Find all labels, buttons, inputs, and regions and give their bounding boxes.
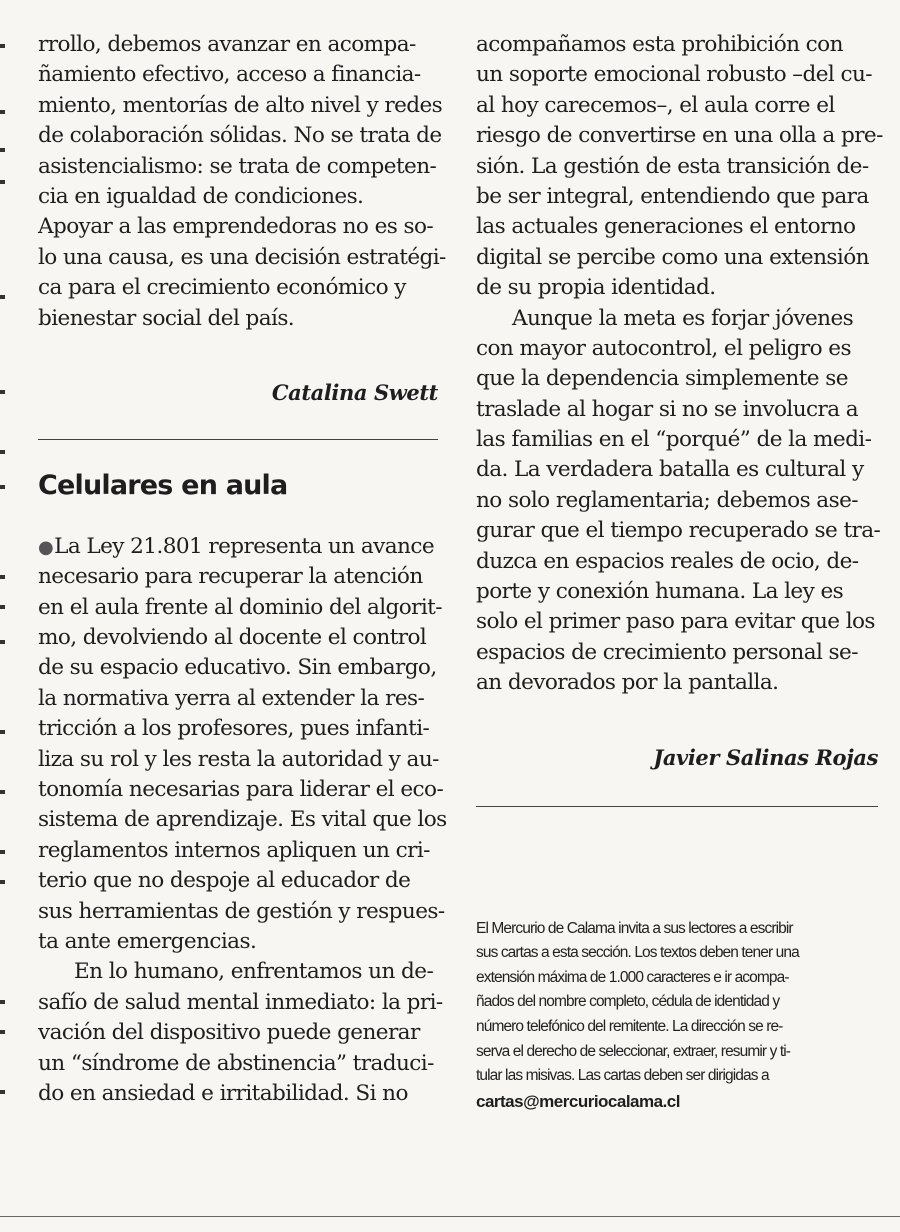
text-line: sistema de aprendizaje. Es vital que los [38, 807, 447, 833]
text-line: En lo humano, enfrentamos un de- [74, 959, 434, 985]
section-divider [476, 806, 878, 807]
text-line: las familias en el “porqué” de la medi- [476, 427, 872, 453]
text-line: vación del dispositivo puede generar [38, 1020, 420, 1046]
note-line: serva el derecho de seleccionar, extraer, resumir y ti- [476, 1042, 791, 1060]
text-line: las actuales generaciones el entorno [476, 214, 856, 240]
text-line: sión. La gestión de esta transición de- [476, 153, 869, 179]
text-line: ñamiento efectivo, acceso a financia- [38, 62, 421, 88]
text-line: ta ante emergencias. [38, 928, 257, 954]
text-line: de su espacio educativo. Sin embargo, [38, 655, 437, 681]
text-line: terio que no despoje al educador de [38, 868, 411, 894]
text-line: tricción a los profesores, pues infanti- [38, 716, 430, 742]
text-line: porte y conexión humana. La ley es [476, 579, 844, 605]
text-line: rrollo, debemos avanzar en acompa- [38, 32, 416, 57]
cropped-column-edge [0, 30, 8, 1130]
text-line: mo, devolviendo al docente el control [38, 625, 427, 651]
text-line: riesgo de convertirse en una olla a pre- [476, 123, 883, 149]
text-line: asistencialismo: se trata de competen- [38, 153, 437, 179]
text-line: bienestar social del país. [38, 305, 295, 331]
section-heading: Celulares en aula [38, 469, 288, 501]
note-line: El Mercurio de Calama invita a sus lectores a escribir [476, 919, 793, 937]
text-line: safío de salud mental inmediato: la pri- [38, 989, 443, 1015]
note-line: sus cartas a esta sección. Los textos deben tener una [476, 944, 799, 962]
text-line: duzca en espacios reales de ocio, de- [476, 548, 859, 574]
text-line: de colaboración sólidas. No se trata de [38, 123, 442, 149]
text-line: un soporte emocional robusto –del cu- [476, 62, 872, 88]
text-line: en el aula frente al dominio del algorit- [38, 594, 442, 620]
left-column [38, 30, 447, 1109]
text-line: tonomía necesarias para liderar el eco- [38, 777, 444, 803]
text-line: do en ansiedad e irritabilidad. Si no [38, 1080, 408, 1106]
text-line: solo el primer paso para evitar que los [476, 609, 875, 635]
text-line: sus herramientas de gestión y respues- [38, 898, 445, 924]
text-line: Apoyar a las emprendedoras no es so- [38, 214, 434, 240]
note-line: tular las misivas. Las cartas deben ser dirigidas a [476, 1067, 769, 1085]
text-line: con mayor autocontrol, el peligro es [476, 335, 851, 361]
note-line: número telefónico del remitente. La dirección se re- [476, 1017, 783, 1035]
letter-2-body [38, 532, 447, 1109]
text-line: La Ley 21.801 representa un avance [54, 533, 435, 559]
text-line: miento, mentorías de alto nivel y redes [38, 92, 443, 118]
text-line: liza su rol y les resta la autoridad y au- [38, 746, 439, 772]
section-divider [38, 439, 438, 440]
note-line: extensión máxima de 1.000 caracteres e ir acompa- [476, 968, 789, 986]
text-line: no solo reglamentaria; debemos ase- [476, 487, 858, 513]
text-line: que la dependencia simplemente se [476, 366, 848, 392]
letter-1-body [38, 30, 446, 334]
text-line: un “síndrome de abstinencia” traduci- [38, 1050, 434, 1076]
text-line: da. La verdadera batalla es cultural y [476, 457, 864, 483]
text-line: digital se percibe como una extensión [476, 244, 869, 270]
text-line: ca para el crecimiento económico y [38, 275, 406, 301]
text-line: gurar que el tiempo recuperado se tra- [476, 518, 881, 544]
text-line: espacios de crecimiento personal se- [476, 639, 858, 665]
text-line: necesario para recuperar la atención [38, 564, 423, 590]
text-line: Aunque la meta es forjar jóvenes [512, 305, 854, 331]
editorial-note [476, 917, 878, 1115]
text-line: cia en igualdad de condiciones. [38, 183, 364, 209]
page-bottom-rule [0, 1216, 900, 1217]
note-line: ñados del nombre completo, cédula de identidad y [476, 993, 780, 1011]
letter-1-signature: Catalina Swett [271, 379, 438, 405]
text-line: acompañamos esta prohibición con [476, 32, 843, 57]
letter-2-continuation [476, 30, 883, 699]
text-line: de su propia identidad. [476, 275, 716, 301]
contact-email-link[interactable]: cartas@mercuriocalama.cl [476, 1091, 680, 1111]
text-line: reglamentos internos apliquen un cri- [38, 837, 430, 863]
bullet-icon: ● [38, 536, 54, 558]
right-column [476, 30, 883, 1115]
text-line: la normativa yerra al extender la res- [38, 685, 425, 711]
text-line: an devorados por la pantalla. [476, 670, 779, 696]
text-line: be ser integral, entendiendo que para [476, 183, 869, 209]
text-line: traslade al hogar si no se involucra a [476, 396, 859, 422]
letter-2-signature: Javier Salinas Rojas [653, 744, 878, 770]
text-line: lo una causa, es una decisión estratégi- [38, 244, 446, 270]
text-line: al hoy carecemos–, el aula corre el [476, 92, 835, 118]
